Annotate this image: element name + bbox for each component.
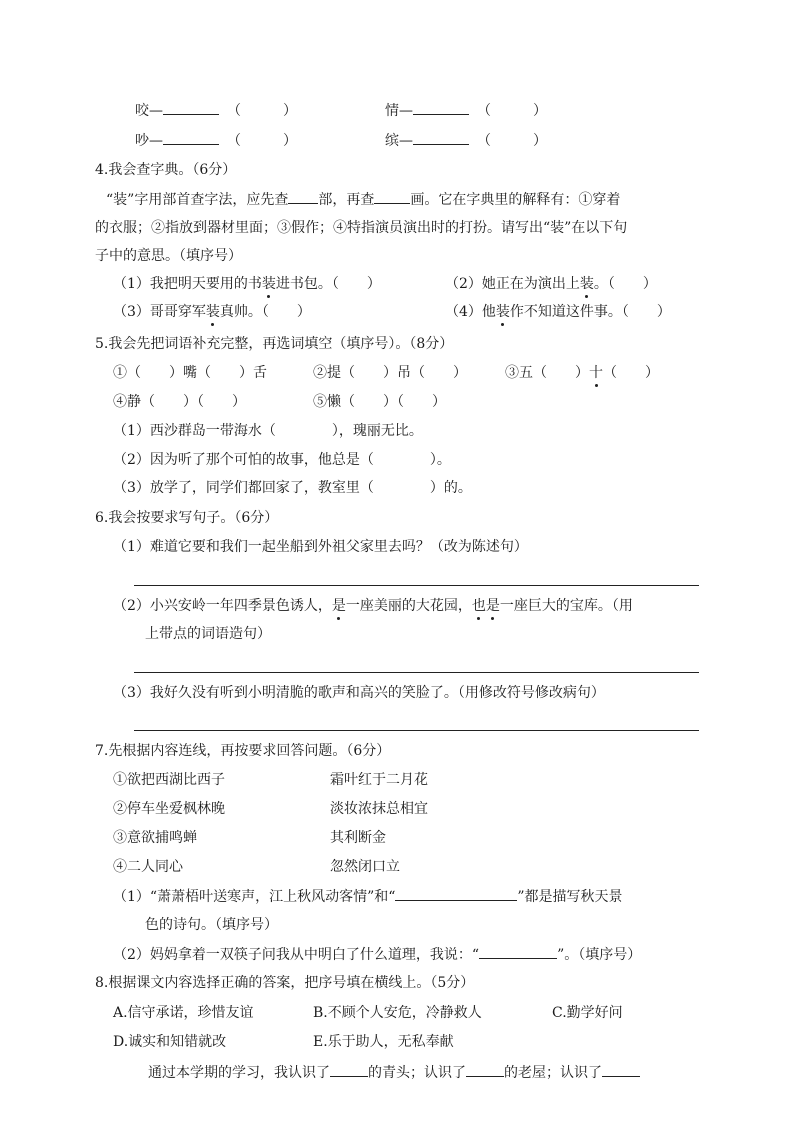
q4-paragraph-line-3: 子中的意思。（填序号） — [95, 248, 242, 264]
char-label: 咬— — [135, 103, 163, 119]
q5-idiom-2: ②提（ ）吊（ ） — [313, 365, 467, 381]
answer-blank[interactable] — [413, 130, 469, 145]
dotted-char: 装 — [261, 276, 276, 292]
q5-sentence-1: （1）西沙群岛一带海水（ ），瑰丽无比。 — [113, 423, 423, 439]
answer-blank[interactable] — [163, 100, 219, 115]
q7-question-1: （1）“萧萧梧叶送寒声，江上秋风动客情”和“ ”都是描写秋天景 — [113, 886, 623, 907]
q7-left-item[interactable]: ④二人同心 — [113, 859, 183, 875]
answer-blank[interactable] — [330, 1062, 368, 1077]
dotted-char: 装 — [205, 304, 220, 320]
q6-sentence-3: （3）我好久没有听到小明清脆的歌声和高兴的笑脸了。（用修改符号修改病句） — [113, 685, 605, 701]
q5-idiom-5: ⑤懒（ ）（ ） — [313, 394, 446, 410]
paren-blank[interactable]: （ ） — [477, 103, 547, 119]
q4-item-1: （1）我把明天要用的书装进书包。（ ） — [113, 276, 381, 292]
char-label: 缤— — [385, 133, 413, 149]
q5-sentence-2: （2）因为听了那个可怕的故事，他总是（ ）。 — [113, 452, 451, 468]
q7-right-item[interactable]: 淡妆浓抹总相宜 — [330, 801, 428, 817]
q8-option: E.乐于助人，无私奉献 — [313, 1034, 454, 1050]
q4-paragraph-line-2: 的衣服；②指放到器材里面；③假作；④特指演员演出时的打扮。请写出“装”在以下句 — [95, 220, 628, 236]
q4-item-2: （2）她正在为演出上装。（ ） — [445, 276, 657, 292]
q7-left-item[interactable]: ①欲把西湖比西子 — [113, 772, 225, 788]
q4-item-4: （4）他装作不知道这件事。（ ） — [445, 304, 671, 320]
q5-title: 5.我会先把词语补充完整，再选词填空（填序号）。（8分） — [95, 336, 454, 352]
q7-right-item[interactable]: 霜叶红于二月花 — [330, 772, 428, 788]
answer-blank[interactable] — [602, 1062, 640, 1077]
q3-row-2-right — [385, 130, 547, 151]
answer-line[interactable] — [134, 585, 699, 586]
answer-blank[interactable] — [163, 130, 219, 145]
q7-title: 7.先根据内容连线，再按要求回答问题。（6分） — [95, 743, 391, 759]
answer-line[interactable] — [134, 672, 699, 673]
q3-row-1-left — [135, 100, 297, 121]
q7-right-item[interactable]: 忽然闭口立 — [330, 859, 400, 875]
q4-item-3: （3）哥哥穿军装真帅。（ ） — [113, 304, 311, 320]
dotted-char: 是 — [331, 598, 346, 614]
q8-fill-sentence: 通过本学期的学习，我认识了 的青头；认识了 的老屋；认识了 — [148, 1062, 640, 1083]
q8-title: 8.根据课文内容选择正确的答案，把序号填在横线上。（5分） — [95, 975, 475, 991]
q8-option: A.信守承诺，珍惜友谊 — [113, 1005, 254, 1021]
paren-blank[interactable]: （ ） — [227, 133, 297, 149]
char-label: 吵— — [135, 133, 163, 149]
q7-right-item[interactable]: 其利断金 — [330, 830, 386, 846]
q5-idiom-1: ①（ ）嘴（ ）舌 — [113, 365, 267, 381]
paren-blank[interactable]: （ ） — [477, 133, 547, 149]
q5-sentence-3: （3）放学了，同学们都回家了，教室里（ ）的。 — [113, 480, 472, 496]
q8-option: C.勤学好问 — [552, 1005, 623, 1021]
q7-question-1-cont: 色的诗句。（填序号） — [145, 917, 278, 933]
dotted-char: 是 — [485, 598, 500, 614]
q4-paragraph-line-1: “装”字用部首查字法，应先查 部，再查 画。它在字典里的解释有：①穿着 — [106, 189, 620, 210]
char-label: 情— — [385, 103, 413, 119]
answer-blank[interactable] — [479, 944, 557, 959]
q6-title: 6.我会按要求写句子。（6分） — [95, 510, 279, 526]
q8-option: B.不顾个人安危，冷静救人 — [313, 1005, 482, 1021]
q5-idiom-4: ④静（ ）（ ） — [113, 394, 246, 410]
q5-idiom-3: ③五（ ）十（ ） — [505, 365, 659, 381]
q7-question-2: （2）妈妈拿着一双筷子问我从中明白了什么道理，我说：“ ”。（填序号） — [113, 944, 641, 965]
answer-blank[interactable] — [413, 100, 469, 115]
answer-line[interactable] — [134, 730, 699, 731]
dotted-char: 装 — [579, 276, 594, 292]
answer-blank[interactable] — [288, 189, 318, 204]
q6-sentence-2: （2）小兴安岭一年四季景色诱人，是一座美丽的大花园，也是一座巨大的宝库。（用 — [113, 598, 633, 614]
dotted-char: 也 — [471, 598, 486, 614]
q6-sentence-2-cont: 上带点的词语造句） — [145, 626, 271, 642]
q3-row-2-left — [135, 130, 297, 151]
answer-blank[interactable] — [374, 189, 410, 204]
dotted-char: 十 — [589, 365, 603, 381]
q8-option: D.诚实和知错就改 — [113, 1034, 227, 1050]
q6-sentence-1: （1）难道它要和我们一起坐船到外祖父家里去吗？（改为陈述句） — [113, 539, 528, 555]
answer-blank[interactable] — [395, 886, 517, 901]
q3-row-1-right — [385, 100, 547, 121]
paren-blank[interactable]: （ ） — [227, 103, 297, 119]
q4-title: 4.我会查字典。（6分） — [95, 162, 237, 178]
dotted-char: 装 — [495, 304, 510, 320]
q7-left-item[interactable]: ②停车坐爱枫林晚 — [113, 801, 225, 817]
q7-left-item[interactable]: ③意欲捕鸣蝉 — [113, 830, 197, 846]
answer-blank[interactable] — [466, 1062, 504, 1077]
